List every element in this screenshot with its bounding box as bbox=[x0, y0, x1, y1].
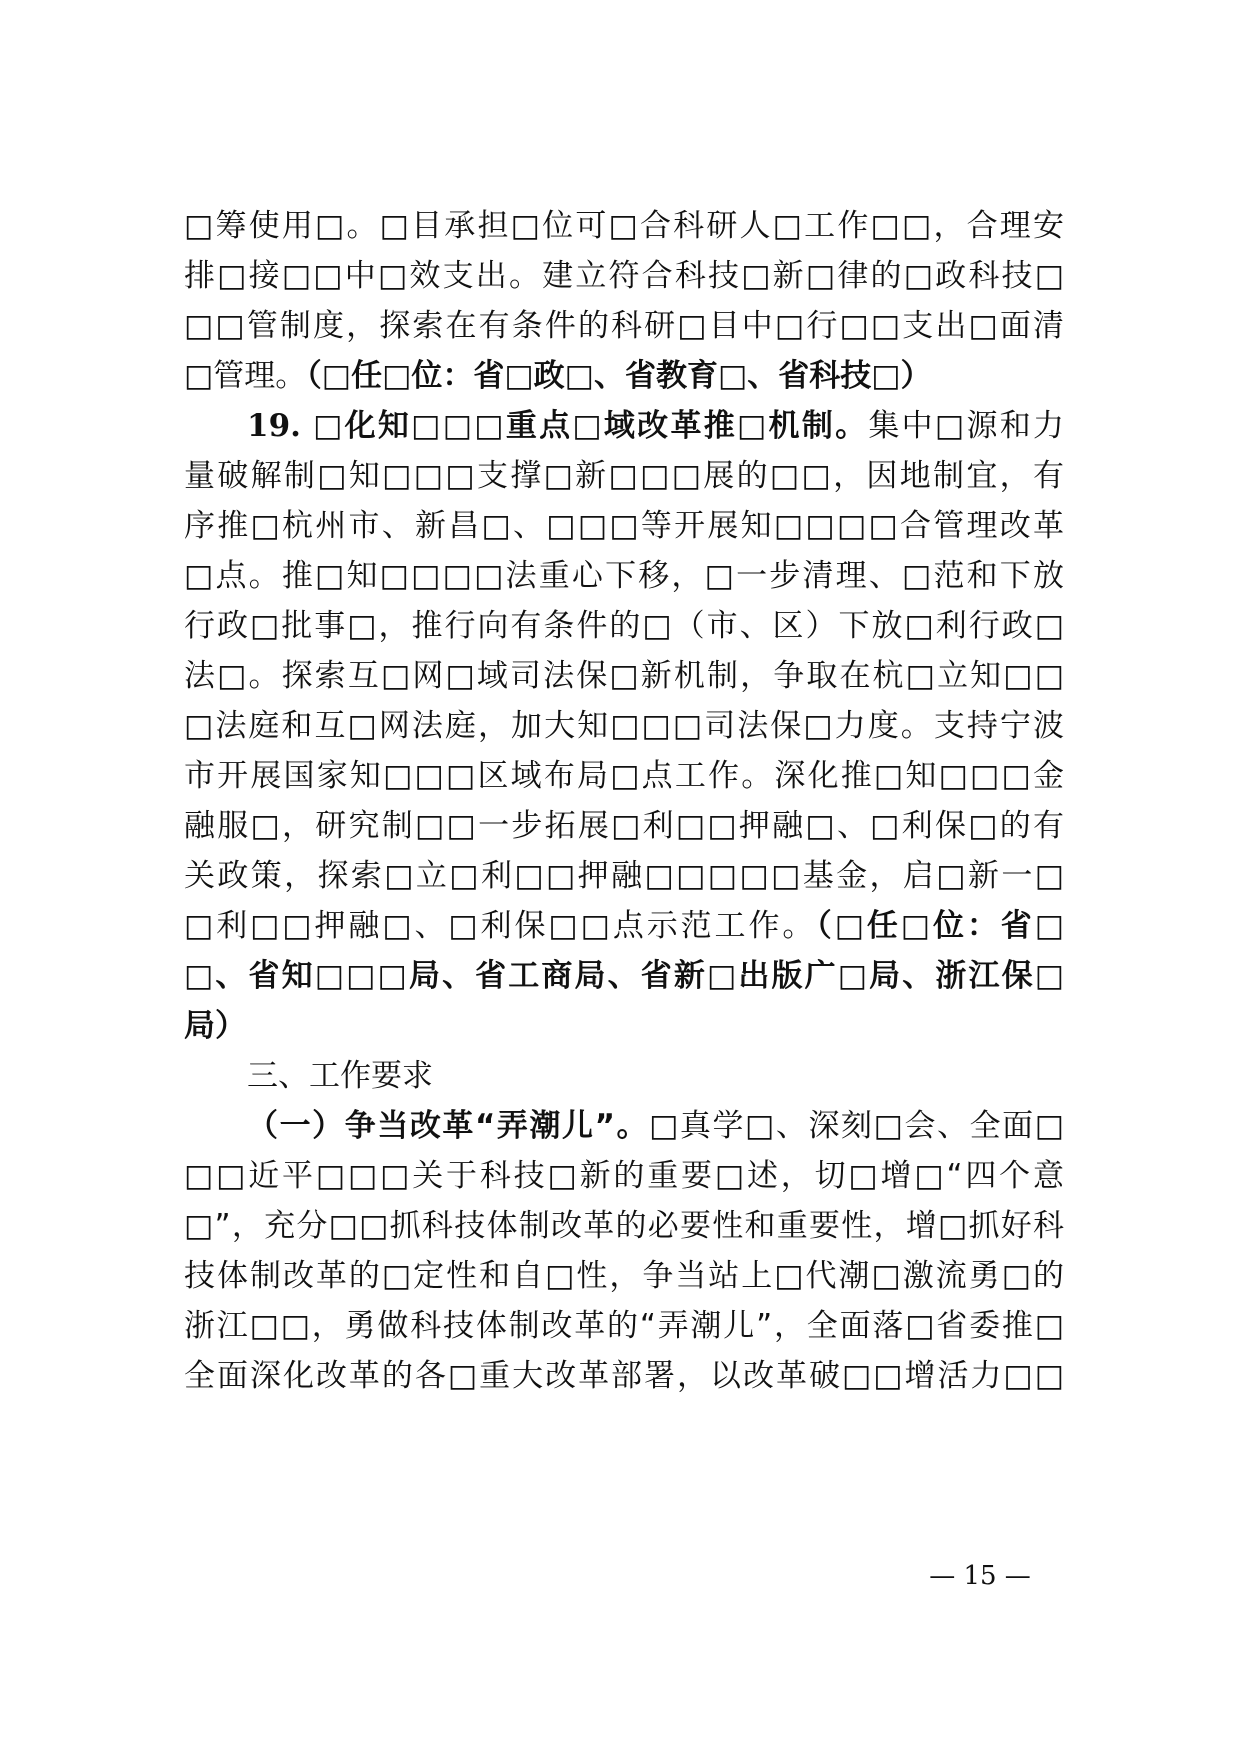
body-text-line: 排□接□□中□效支出。建立符合科技□新□律的□政科技□ bbox=[184, 258, 1064, 294]
subsection-title: （一）争当改革“弄潮儿”。 bbox=[247, 1108, 650, 1144]
responsible-units: （□任□位：省□政□、省教育□、省科技□） bbox=[306, 358, 932, 394]
item-title: □化知□□□重点□域改革推□机制。 bbox=[313, 408, 869, 444]
body-text-line: 行政□批事□，推行向有条件的□（市、区）下放□利行政□ bbox=[184, 608, 1064, 644]
body-text: □利□□押融□、□利保□□点示范工作。 bbox=[184, 908, 817, 944]
body-text-line: □筹使用□。□目承担□位可□合科研人□工作□□，合理安 bbox=[184, 208, 1064, 244]
body-text-line: 市开展国家知□□□区域布局□点工作。深化推□知□□□金 bbox=[184, 758, 1064, 794]
page-number: — 15 — bbox=[929, 1561, 1031, 1591]
item-number: 19. bbox=[247, 408, 301, 444]
responsible-units-line: □、省知□□□局、省工商局、省新□出版广□局、浙江保□ bbox=[184, 958, 1064, 994]
body-text: 集中□源和力 bbox=[868, 408, 1064, 444]
body-text-line: □□近平□□□关于科技□新的重要□述，切□增□“四个意 bbox=[184, 1158, 1064, 1194]
body-text-line: 浙江□□，勇做科技体制改革的“弄潮儿”，全面落□省委推□ bbox=[184, 1308, 1064, 1344]
body-text-line: □点。推□知□□□□法重心下移，□一步清理、□范和下放 bbox=[184, 558, 1064, 594]
responsible-units: （□任□位：省□ bbox=[816, 908, 1065, 944]
responsible-units-line: 局） bbox=[184, 1008, 246, 1044]
body-text-line: □□管制度，探索在有条件的科研□目中□行□□支出□面清 bbox=[184, 308, 1064, 344]
section-heading: 三、工作要求 bbox=[247, 1058, 433, 1094]
body-text: □真学□、深刻□会、全面□ bbox=[649, 1108, 1064, 1144]
body-text-line: 关政策，探索□立□利□□押融□□□□□基金，启□新一□ bbox=[184, 858, 1064, 894]
body-text-line: 技体制改革的□定性和自□性，争当站上□代潮□激流勇□的 bbox=[184, 1258, 1064, 1294]
item-19-first-line bbox=[247, 398, 1064, 454]
body-text-line bbox=[184, 348, 1064, 404]
body-text: □管理。 bbox=[184, 358, 307, 394]
body-text-line: 全面深化改革的各□重大改革部署，以改革破□□增活力□□ bbox=[184, 1358, 1064, 1394]
body-text-line: □法庭和互□网法庭，加大知□□□司法保□力度。支持宁波 bbox=[184, 708, 1064, 744]
body-text-line: 法□。探索互□网□域司法保□新机制，争取在杭□立知□□ bbox=[184, 658, 1064, 694]
body-text-line: 融服□，研究制□□一步拓展□利□□押融□、□利保□的有 bbox=[184, 808, 1064, 844]
subsection-first-line bbox=[247, 1098, 1064, 1154]
body-text-line bbox=[184, 898, 1064, 954]
body-text-line: 量破解制□知□□□支撑□新□□□展的□□，因地制宜，有 bbox=[184, 458, 1064, 494]
body-text-line: □”，充分□□抓科技体制改革的必要性和重要性，增□抓好科 bbox=[184, 1208, 1064, 1244]
body-text-line: 序推□杭州市、新昌□、□□□等开展知□□□□合管理改革 bbox=[184, 508, 1064, 544]
